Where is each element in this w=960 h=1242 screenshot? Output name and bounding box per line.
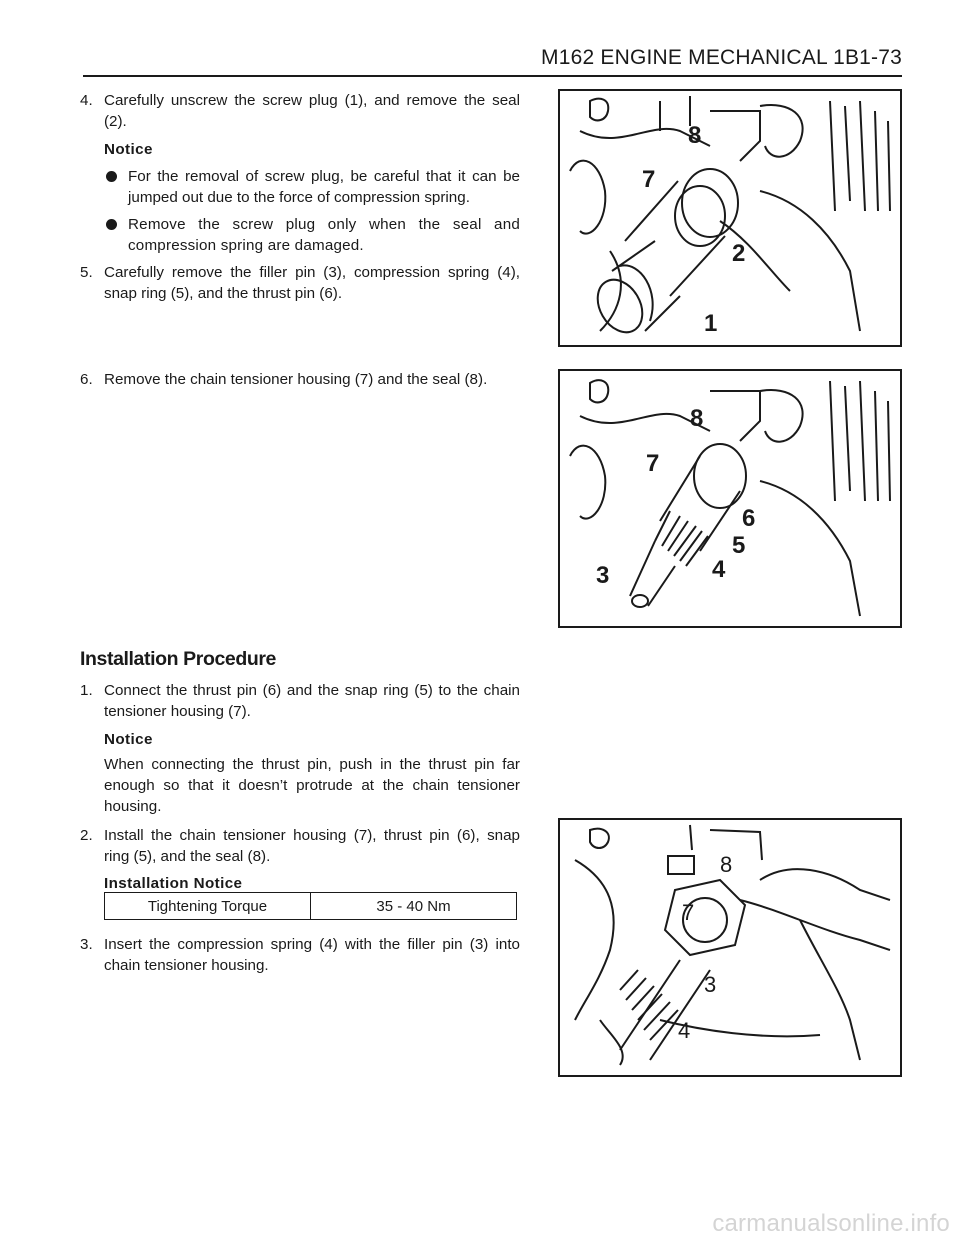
torque-value-cell: 35 - 40 Nm xyxy=(311,893,517,920)
callout-7: 7 xyxy=(642,166,656,193)
callout-7: 7 xyxy=(646,450,660,477)
notice-bullet-text: For the removal of screw plug, be careful that it can be jumped out due to the force of compression spring. xyxy=(128,168,520,206)
callout-8: 8 xyxy=(720,852,733,877)
figure-tensioner-housing-removal xyxy=(558,369,902,628)
step-text: Insert the compression spring (4) with the filler pin (3) into chain tensioner housing. xyxy=(104,936,520,974)
installation-notice-heading: Installation Notice xyxy=(104,875,243,892)
callout-5: 5 xyxy=(732,532,746,559)
callout-3: 3 xyxy=(704,972,717,997)
bullet-dot-icon xyxy=(106,219,117,230)
notice-bullet-text: Remove the screw plug only when the seal and compression spring are damaged. xyxy=(128,216,520,254)
figure-2-illustration xyxy=(560,371,900,626)
watermark: carmanualsonline.info xyxy=(712,1210,950,1237)
callout-3: 3 xyxy=(596,562,610,589)
figure-3-illustration xyxy=(560,820,900,1075)
callout-4: 4 xyxy=(678,1018,691,1043)
notice-bullet xyxy=(80,166,520,208)
notice-heading: Notice xyxy=(104,731,153,748)
step-number: 2. xyxy=(80,827,93,844)
callout-7: 7 xyxy=(682,900,695,925)
install-step-2 xyxy=(80,825,520,867)
step-number: 4. xyxy=(80,92,93,109)
table-row xyxy=(105,893,517,920)
callout-8: 8 xyxy=(688,122,702,149)
step-number: 1. xyxy=(80,682,93,699)
callout-2: 2 xyxy=(732,240,746,267)
notice-bullet xyxy=(80,214,520,256)
step-number: 6. xyxy=(80,371,93,388)
installation-steps xyxy=(80,680,520,894)
torque-label-cell: Tightening Torque xyxy=(105,893,311,920)
step-text: Carefully remove the filler pin (3), compression spring (4), snap ring (5), and the thrust pin (6). xyxy=(104,264,520,302)
callout-6: 6 xyxy=(742,505,756,532)
step-text: Remove the chain tensioner housing (7) and the seal (8). xyxy=(104,371,488,388)
install-step-1 xyxy=(80,680,520,722)
removal-step-6 xyxy=(80,369,520,390)
page-header-title: M162 ENGINE MECHANICAL 1B1-73 xyxy=(541,46,902,69)
notice-text: When connecting the thrust pin, push in the thrust pin far enough so that it doesn’t protrude at the chain tensioner housing. xyxy=(104,756,520,815)
step-text: Connect the thrust pin (6) and the snap ring (5) to the chain tensioner housing (7). xyxy=(104,682,520,720)
figure-1-illustration xyxy=(560,91,900,345)
header-divider xyxy=(83,75,902,77)
step-text: Carefully unscrew the screw plug (1), and remove the seal (2). xyxy=(104,92,520,130)
bullet-dot-icon xyxy=(106,171,117,182)
callout-1: 1 xyxy=(704,310,718,337)
callout-8: 8 xyxy=(690,405,704,432)
notice-heading: Notice xyxy=(104,141,153,158)
callout-4: 4 xyxy=(712,556,726,583)
step-number: 3. xyxy=(80,936,93,953)
removal-step-4 xyxy=(80,90,520,304)
figure-compression-spring-install xyxy=(558,818,902,1077)
step-number: 5. xyxy=(80,264,93,281)
figure-screw-plug-removal xyxy=(558,89,902,347)
install-step-3 xyxy=(80,934,520,976)
installation-heading: Installation Procedure xyxy=(80,648,276,670)
removal-step-5 xyxy=(80,262,520,304)
step-text: Install the chain tensioner housing (7), thrust pin (6), snap ring (5), and the seal (8). xyxy=(104,827,520,865)
torque-table xyxy=(104,892,517,920)
